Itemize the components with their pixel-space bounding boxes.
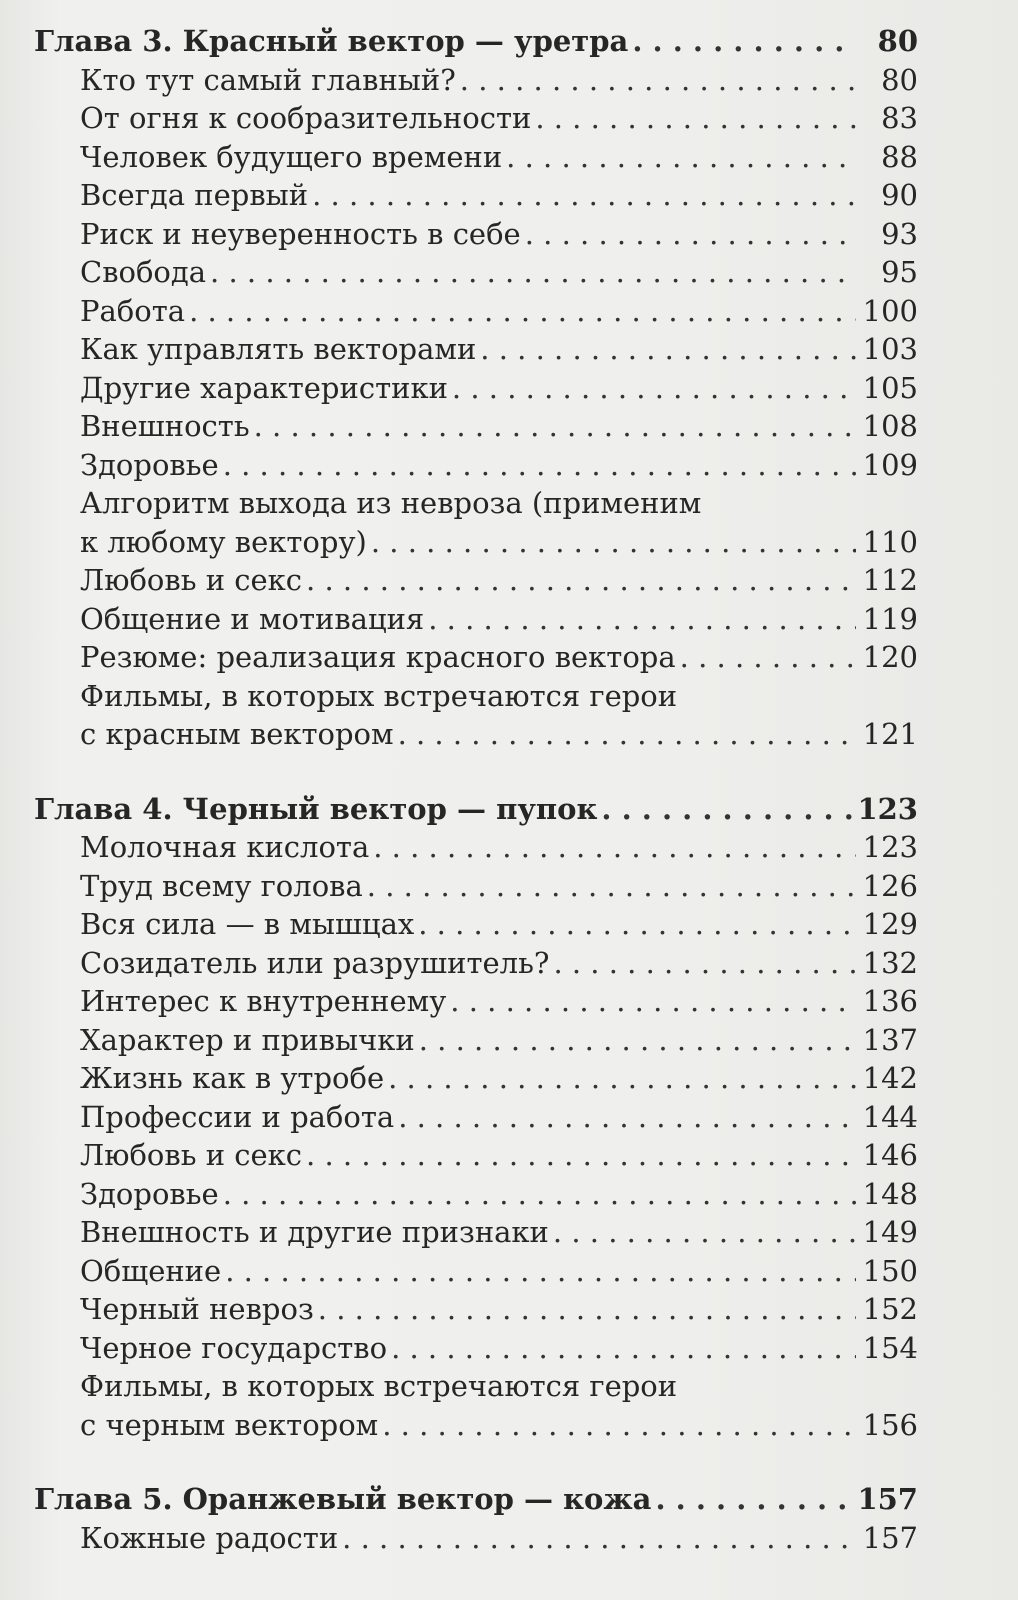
entry-title: Кожные радости [80,1520,339,1555]
dot-leader [398,715,856,754]
page-number: 88 [881,139,918,174]
entry-title: Созидатель или разрушитель? [80,945,550,980]
dot-leader [373,828,856,867]
entry-title: Всегда первый [80,178,309,212]
entry-title: Здоровье [80,1176,219,1211]
toc-entry [34,1329,918,1368]
dot-leader [601,790,853,829]
entry-title: Общение [80,1253,222,1288]
entry-title: Любовь и секс [80,563,303,597]
page-number: 80 [877,24,918,58]
dot-leader [525,215,856,254]
page-number: 112 [862,563,918,597]
entry-title: Черный невроз [80,1292,314,1326]
toc-entry [34,1021,918,1060]
dot-leader [655,1480,853,1519]
page-number: 123 [862,830,918,864]
page-number: 126 [862,868,918,903]
toc-entry [34,1175,918,1214]
entry-title: Общение и мотивация [80,601,425,636]
page-number: 120 [862,640,918,674]
entry-title: Человек будущего времени [80,139,503,174]
chapter-4 [34,790,918,1445]
dot-leader [388,1059,856,1098]
page-number: 137 [862,1022,918,1057]
toc-entry-last-line [80,1406,918,1445]
page-number: 83 [881,101,918,135]
page-number: 123 [857,791,918,826]
dot-leader [306,561,856,600]
toc-entry [34,99,918,138]
entry-title: Молочная кислота [80,830,370,864]
entry-title: Вся сила — в мышцах [80,907,415,941]
toc-entry [34,407,918,446]
dot-leader [225,1252,856,1291]
dot-leader [452,369,856,408]
toc-entry [34,828,918,867]
dot-leader [371,523,856,562]
page-number: 157 [862,1520,918,1555]
chapter-title: Глава 5. Оранжевый вектор — кожа [34,1482,652,1516]
dot-leader [506,138,856,177]
page-number: 100 [862,293,918,328]
toc-entry [34,292,918,331]
dot-leader [210,253,856,292]
dot-leader [450,982,856,1021]
entry-title-line1: Фильмы, в которых встречаются герои [80,678,678,713]
toc-entry [34,253,918,292]
page-number: 110 [862,524,918,559]
page-number: 95 [881,255,918,289]
toc-entry [34,138,918,177]
entry-title: Внешность и другие признаки [80,1215,549,1249]
toc-entry [34,446,918,485]
dot-leader [535,99,856,138]
toc-entry [34,638,918,677]
toc-entry [34,982,918,1021]
entry-title: Характер и привычки [80,1022,415,1057]
page-number: 154 [862,1330,918,1365]
toc-entry [34,944,918,983]
toc-entry-multiline [34,1367,918,1444]
page-number: 103 [862,332,918,366]
dot-leader [460,61,856,100]
page-number: 149 [862,1215,918,1249]
dot-leader [312,176,856,215]
page-number: 109 [862,447,918,482]
entry-title-line2: с черным вектором [80,1407,379,1442]
toc-entry [34,1136,918,1175]
page-number: 119 [862,601,918,636]
toc-entry [34,1098,918,1137]
entry-title-line1: Алгоритм выхода из невроза (применим [80,486,702,520]
page-number: 150 [862,1253,918,1288]
toc-entry [34,905,918,944]
entry-title: Любовь и секс [80,1138,303,1172]
toc-entry [34,1519,918,1558]
entry-title: Работа [80,293,186,328]
entry-title: Здоровье [80,447,219,482]
page-number: 142 [862,1061,918,1095]
chapter-title: Глава 4. Черный вектор — пупок [34,791,598,826]
toc-entry [34,215,918,254]
dot-leader [223,1175,856,1214]
entry-title: Резюме: реализация красного вектора [80,640,676,674]
toc-entry [34,561,918,600]
chapter-heading [34,1480,918,1519]
page-number: 136 [862,984,918,1018]
toc-entry [34,1290,918,1329]
entry-title: От огня к сообразительности [80,101,532,135]
toc-entry-last-line [80,523,918,562]
toc-entry [34,1252,918,1291]
dot-leader [553,944,856,983]
entry-title: Другие характеристики [80,370,448,405]
page-number: 146 [862,1138,918,1172]
page-number: 80 [881,62,918,97]
toc-entry-last-line [80,715,918,754]
toc-entry [34,1213,918,1252]
chapter-3 [34,22,918,754]
dot-leader [382,1406,856,1445]
toc-entry [34,330,918,369]
dot-leader [189,292,856,331]
entry-title-line1: Фильмы, в которых встречаются герои [80,1369,678,1403]
page-number: 156 [862,1407,918,1442]
toc-entry [34,61,918,100]
entry-title: Внешность [80,409,250,443]
dot-leader [318,1290,856,1329]
toc-entry [34,369,918,408]
entry-title: Труд всему голова [80,868,363,903]
entry-title: Профессии и работа [80,1099,395,1134]
page-number: 90 [881,178,918,212]
dot-leader [367,867,856,906]
entry-title-line2: к любому вектору) [80,524,367,559]
page-number: 93 [881,216,918,251]
dot-leader [391,1329,856,1368]
page-number: 157 [857,1482,918,1516]
dot-leader [419,1021,856,1060]
dot-leader [480,330,856,369]
page-number: 105 [862,370,918,405]
page-number: 148 [862,1176,918,1211]
dot-leader [342,1519,856,1558]
dot-leader [632,22,856,61]
toc-entry-multiline [34,677,918,754]
toc-entry [34,1059,918,1098]
page-number: 132 [862,945,918,980]
chapter-heading [34,22,918,61]
page-number: 121 [862,717,918,751]
chapter-title: Глава 3. Красный вектор — уретра [34,24,629,58]
dot-leader [680,638,856,677]
dot-leader [254,407,856,446]
entry-title: Как управлять векторами [80,332,477,366]
page-number: 144 [862,1099,918,1134]
chapter-5 [34,1480,918,1557]
entry-title: Свобода [80,255,207,289]
dot-leader [398,1098,856,1137]
entry-title: Интерес к внутреннему [80,984,447,1018]
page-number: 129 [862,907,918,941]
chapter-heading [34,790,918,829]
dot-leader [223,446,856,485]
dot-leader [553,1213,856,1252]
toc-entry [34,867,918,906]
entry-title: Кто тут самый главный? [80,62,456,97]
dot-leader [428,600,856,639]
entry-title-line2: с красным вектором [80,717,394,751]
toc-entry [34,600,918,639]
entry-title: Черное государство [80,1330,388,1365]
entry-title: Жизнь как в утробе [80,1061,385,1095]
dot-leader [418,905,856,944]
page-number: 152 [862,1292,918,1326]
dot-leader [306,1136,856,1175]
entry-title: Риск и неуверенность в себе [80,216,521,251]
toc-entry-multiline [34,484,918,561]
page-number: 108 [862,409,918,443]
toc-entry [34,176,918,215]
